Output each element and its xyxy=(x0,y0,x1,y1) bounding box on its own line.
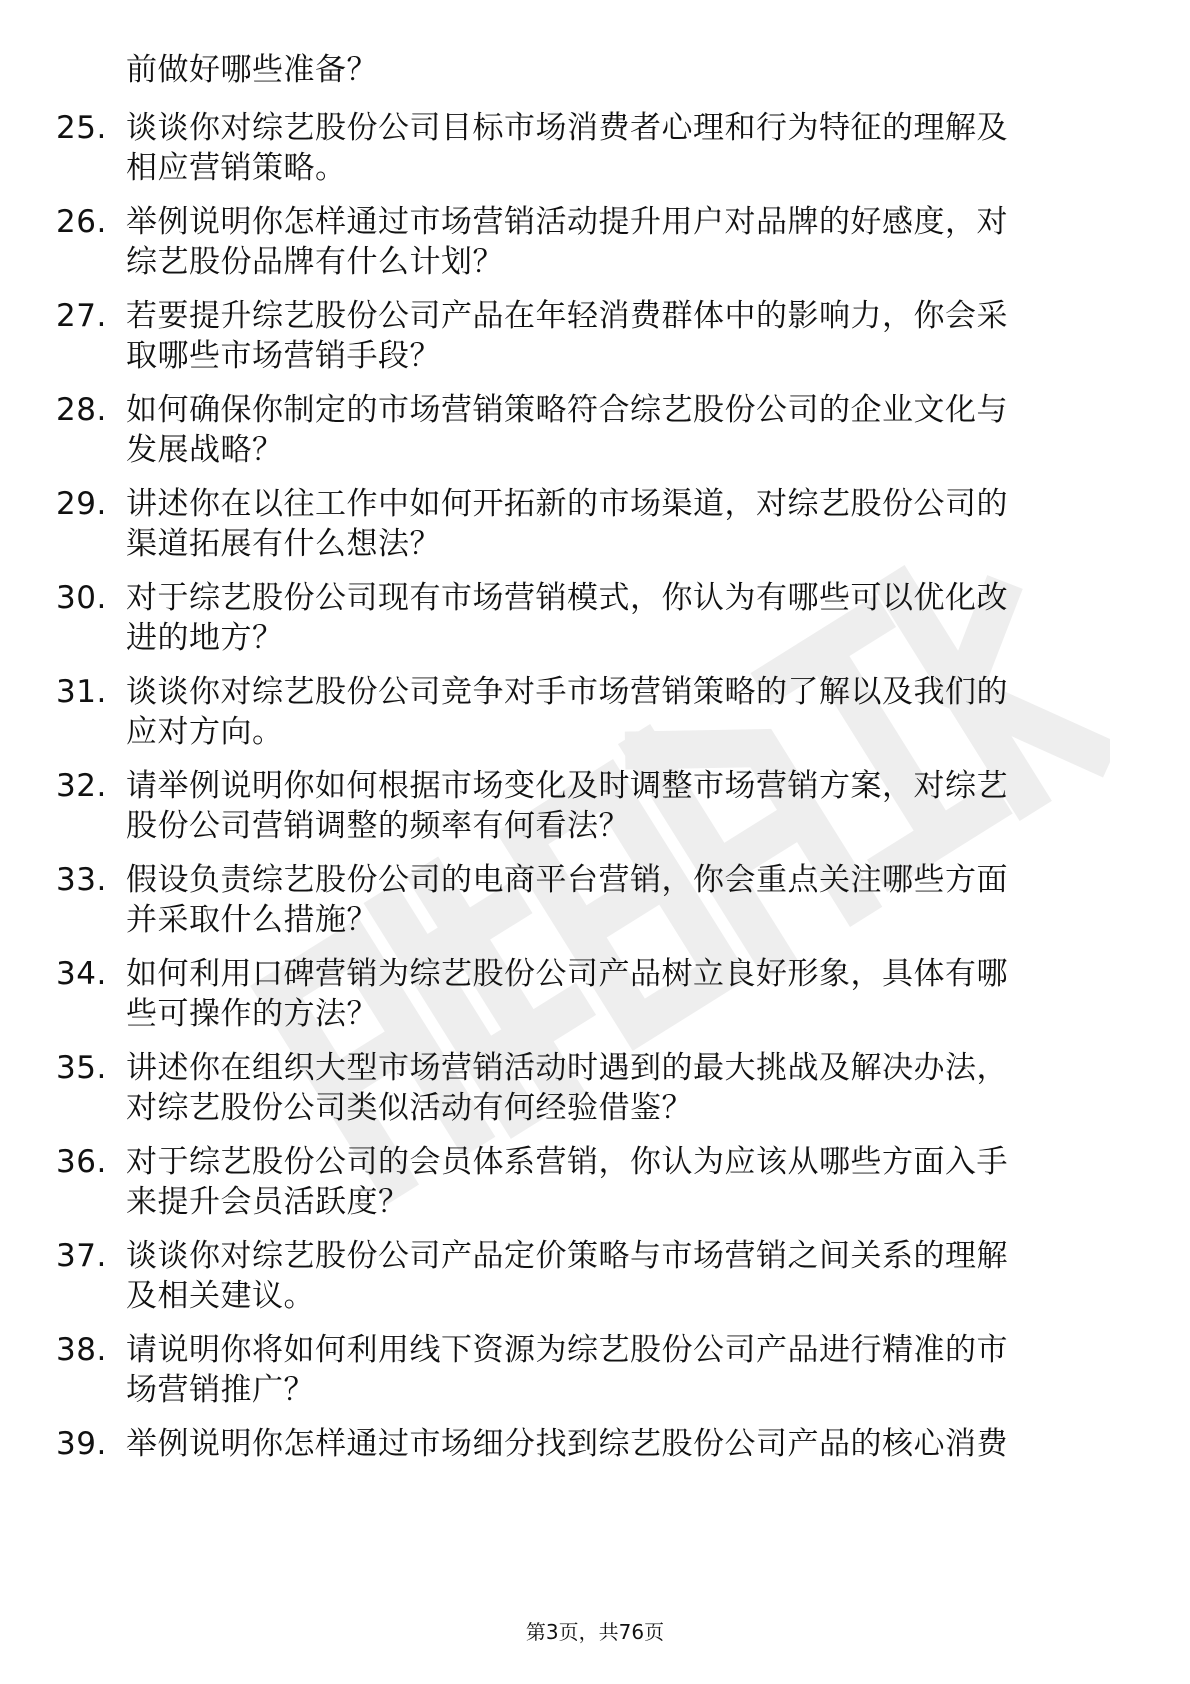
item-text-line1: 讲述你在以往工作中如何开拓新的市场渠道，对综艺股份公司的 xyxy=(126,486,1008,522)
item-text-line1: 如何确保你制定的市场营销策略符合综艺股份公司的企业文化与 xyxy=(126,392,1008,428)
item-text-line1: 举例说明你怎样通过市场营销活动提升用户对品牌的好感度，对 xyxy=(126,204,1008,240)
item-text-line1: 举例说明你怎样通过市场细分找到综艺股份公司产品的核心消费 xyxy=(126,1426,1008,1462)
item-number: 26. xyxy=(56,204,107,240)
item-text-line1: 请说明你将如何利用线下资源为综艺股份公司产品进行精准的市 xyxy=(126,1332,1008,1368)
item-text-line1: 对于综艺股份公司现有市场营销模式，你认为有哪些可以优化改 xyxy=(126,580,1008,616)
item-text-line1: 讲述你在组织大型市场营销活动时遇到的最大挑战及解决办法， xyxy=(126,1050,1008,1086)
item-number: 25. xyxy=(56,110,107,146)
item-text-line2: 对综艺股份公司类似活动有何经验借鉴？ xyxy=(126,1090,693,1126)
continuation-text: 前做好哪些准备？ xyxy=(126,52,378,88)
item-number: 36. xyxy=(56,1144,107,1180)
item-number: 28. xyxy=(56,392,107,428)
item-text-line2: 些可操作的方法？ xyxy=(126,996,378,1032)
item-text-line2: 应对方向。 xyxy=(126,714,284,750)
item-number: 37. xyxy=(56,1238,107,1274)
item-number: 35. xyxy=(56,1050,107,1086)
item-number: 31. xyxy=(56,674,107,710)
item-number: 27. xyxy=(56,298,107,334)
item-number: 32. xyxy=(56,768,107,804)
item-text-line1: 谈谈你对综艺股份公司目标市场消费者心理和行为特征的理解及 xyxy=(126,110,1008,146)
item-text-line2: 进的地方？ xyxy=(126,620,284,656)
item-number: 39. xyxy=(56,1426,107,1462)
item-text-line2: 取哪些市场营销手段？ xyxy=(126,338,441,374)
item-text-line1: 假设负责综艺股份公司的电商平台营销，你会重点关注哪些方面 xyxy=(126,862,1008,898)
item-number: 30. xyxy=(56,580,107,616)
item-text-line2: 并采取什么措施？ xyxy=(126,902,378,938)
item-number: 33. xyxy=(56,862,107,898)
item-text-line2: 综艺股份品牌有什么计划？ xyxy=(126,244,504,280)
item-text-line1: 如何利用口碑营销为综艺股份公司产品树立良好形象，具体有哪 xyxy=(126,956,1008,992)
item-number: 38. xyxy=(56,1332,107,1368)
item-text-line2: 发展战略？ xyxy=(126,432,284,468)
item-number: 29. xyxy=(56,486,107,522)
item-text-line1: 请举例说明你如何根据市场变化及时调整市场营销方案，对综艺 xyxy=(126,768,1008,804)
item-text-line2: 及相关建议。 xyxy=(126,1278,315,1314)
item-text-line2: 渠道拓展有什么想法？ xyxy=(126,526,441,562)
item-text-line2: 场营销推广？ xyxy=(126,1372,315,1408)
item-text-line1: 谈谈你对综艺股份公司产品定价策略与市场营销之间关系的理解 xyxy=(126,1238,1008,1274)
page-footer: 第3页，共76页 xyxy=(525,1620,665,1644)
item-text-line2: 来提升会员活跃度？ xyxy=(126,1184,410,1220)
item-text-line2: 相应营销策略。 xyxy=(126,150,347,186)
item-text-line1: 对于综艺股份公司的会员体系营销，你认为应该从哪些方面入手 xyxy=(126,1144,1008,1180)
item-text-line1: 若要提升综艺股份公司产品在年轻消费群体中的影响力，你会采 xyxy=(126,298,1008,334)
item-text-line2: 股份公司营销调整的频率有何看法？ xyxy=(126,808,630,844)
item-number: 34. xyxy=(56,956,107,992)
item-text-line1: 谈谈你对综艺股份公司竞争对手市场营销策略的了解以及我们的 xyxy=(126,674,1008,710)
